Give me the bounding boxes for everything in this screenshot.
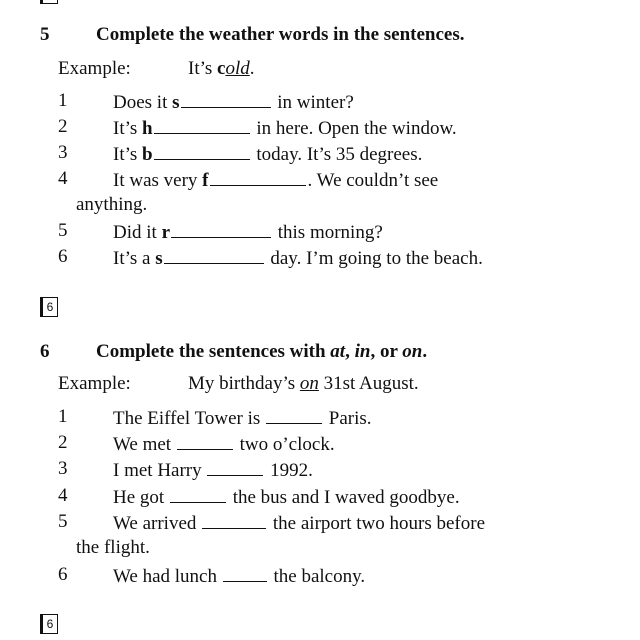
ex6-item-5-continuation: the flight. — [76, 537, 150, 558]
exercise-5-instruction: Complete the weather words in the sentences. — [96, 24, 465, 45]
ex6-item-4-number: 4 — [58, 485, 68, 506]
ex6-item-6-answer-blank[interactable] — [223, 564, 267, 582]
ex5-item-2-number: 2 — [58, 116, 68, 137]
ex6-item-1-number: 1 — [58, 406, 68, 427]
ex5-item-6-answer-blank[interactable] — [164, 246, 264, 264]
exercise-6-score-box: 6 — [40, 614, 58, 634]
ex5-item-6-number: 6 — [58, 246, 68, 267]
ex5-item-1-answer-blank[interactable] — [181, 90, 271, 108]
exercise-6-instruction: Complete the sentences with at, in, or on. — [96, 341, 428, 362]
ex5-item-2-sentence: It’s h in here. Open the window. — [113, 118, 457, 139]
ex6-item-3-answer-blank[interactable] — [207, 458, 263, 476]
ex6-item-1-sentence: The Eiffel Tower is Paris. — [113, 408, 372, 429]
ex5-item-6-sentence: It’s a s day. I’m going to the beach. — [113, 248, 483, 269]
ex5-item-1-number: 1 — [58, 90, 68, 111]
ex6-item-2-sentence: We met two o’clock. — [113, 434, 335, 455]
exercise-5-score-box: 6 — [40, 297, 58, 317]
ex6-item-6-sentence: We had lunch the balcony. — [113, 566, 366, 587]
ex5-item-5-sentence: Did it r this morning? — [113, 222, 383, 243]
ex6-item-3-sentence: I met Harry 1992. — [113, 460, 313, 481]
ex5-item-3-answer-blank[interactable] — [154, 142, 250, 160]
exercise-6-example-sentence: My birthday’s on 31st August. — [188, 373, 419, 394]
ex5-item-2-answer-blank[interactable] — [154, 116, 250, 134]
ex5-item-4-continuation: anything. — [76, 194, 148, 215]
ex6-item-2-number: 2 — [58, 432, 68, 453]
ex6-item-4-answer-blank[interactable] — [170, 485, 226, 503]
ex6-item-6-number: 6 — [58, 564, 68, 585]
ex5-item-3-number: 3 — [58, 142, 68, 163]
ex5-item-4-answer-blank[interactable] — [210, 168, 306, 186]
ex6-item-1-answer-blank[interactable] — [266, 406, 322, 424]
ex6-item-5-answer-blank[interactable] — [202, 511, 266, 529]
exercise-5-example-sentence: It’s cold. — [188, 58, 255, 79]
ex6-item-3-number: 3 — [58, 458, 68, 479]
ex5-item-3-sentence: It’s b today. It’s 35 degrees. — [113, 144, 423, 165]
exercise-6-example-label: Example: — [58, 373, 131, 394]
exercise-6-number: 6 — [40, 341, 50, 362]
ex6-item-5-number: 5 — [58, 511, 68, 532]
ex6-item-4-sentence: He got the bus and I waved goodbye. — [113, 487, 460, 508]
exercise-5-number: 5 — [40, 24, 50, 45]
ex5-item-1-sentence: Does it s in winter? — [113, 92, 354, 113]
ex6-item-5-sentence: We arrived the airport two hours before — [113, 513, 486, 534]
exercise-5-example-label: Example: — [58, 58, 131, 79]
ex5-item-4-sentence: It was very f . We couldn’t see — [113, 170, 439, 191]
ex5-item-5-answer-blank[interactable] — [171, 220, 271, 238]
top-score-box-fragment — [40, 0, 58, 4]
ex5-item-4-number: 4 — [58, 168, 68, 189]
ex6-item-2-answer-blank[interactable] — [177, 432, 233, 450]
ex5-item-5-number: 5 — [58, 220, 68, 241]
